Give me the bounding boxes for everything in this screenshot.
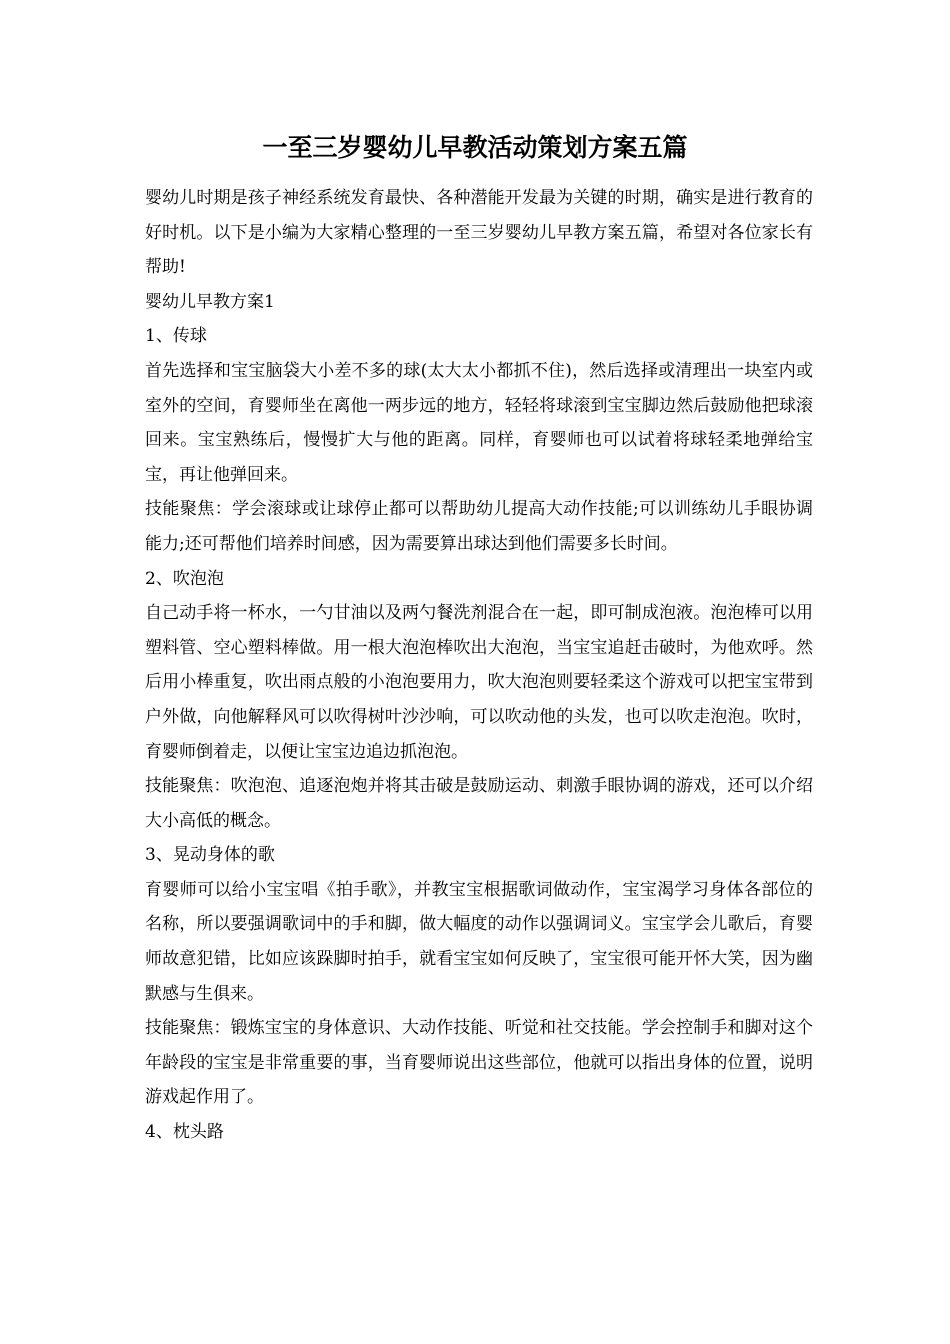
document-title: 一至三岁婴幼儿早教活动策划方案五篇 [262,133,688,162]
plan-title: 婴幼儿早教方案1 [145,291,275,312]
section-heading-pass-ball: 1、传球 [145,326,207,347]
section-body-body-song: 育婴师可以给小宝宝唱《拍手歌》，并教宝宝根据歌词做动作，宝宝渴学习身体各部位的名称，所以要强调歌词中的手和脚，做大幅度的动作以强调词义。宝宝学会儿歌后，育婴师故意犯错，比如应该跺脚时拍手，就看宝宝如何反映了，宝宝很可能开怀大笑，因为幽默感与生俱来。 [145,879,813,1004]
section-skill-bubbles: 技能聚焦：吹泡泡、追逐泡炮并将其击破是鼓励运动、刺激手眼协调的游戏，还可以介绍大小高低的概念。 [145,776,813,831]
section-heading-pillow-path: 4、枕头路 [145,1122,224,1143]
section-heading-body-song: 3、晃动身体的歌 [145,845,275,866]
section-body-pass-ball: 首先选择和宝宝脑袋大小差不多的球(太大太小都抓不住)，然后选择或清理出一块室内或室外的空间，育婴师坐在离他一两步远的地方，轻轻将球滚到宝宝脚边然后鼓励他把球滚回来。宝宝熟练后，慢慢扩大与他的距离。同样，育婴师也可以试着将球轻柔地弹给宝宝，再让他弹回来。 [145,360,813,485]
section-skill-pass-ball: 技能聚焦：学会滚球或让球停止都可以帮助幼儿提高大动作技能;可以训练幼儿手眼协调能力;还可帮他们培养时间感，因为需要算出球达到他们需要多长时间。 [145,499,813,554]
document-body [145,181,813,1150]
intro-paragraph: 婴幼儿时期是孩子神经系统发育最快、各种潜能开发最为关键的时期，确实是进行教育的好时机。以下是小编为大家精心整理的一至三岁婴幼儿早教方案五篇，希望对各位家长有帮助! [145,188,813,278]
section-body-bubbles: 自己动手将一杯水，一勺甘油以及两勺餐洗剂混合在一起，即可制成泡液。泡泡棒可以用塑料管、空心塑料棒做。用一根大泡泡棒吹出大泡泡，当宝宝追赶击破时，为他欢呼。然后用小棒重复，吹出雨点般的小泡泡要用力，吹大泡泡则要轻柔这个游戏可以把宝宝带到户外做，向他解释风可以吹得树叶沙沙响，可以吹动他的头发，也可以吹走泡泡。吹时，育婴师倒着走，以便让宝宝边追边抓泡泡。 [145,603,813,762]
section-skill-body-song: 技能聚焦：锻炼宝宝的身体意识、大动作技能、听觉和社交技能。学会控制手和脚对这个年龄段的宝宝是非常重要的事，当育婴师说出这些部位，他就可以指出身体的位置，说明游戏起作用了。 [145,1018,813,1108]
section-heading-bubbles: 2、吹泡泡 [145,568,224,589]
